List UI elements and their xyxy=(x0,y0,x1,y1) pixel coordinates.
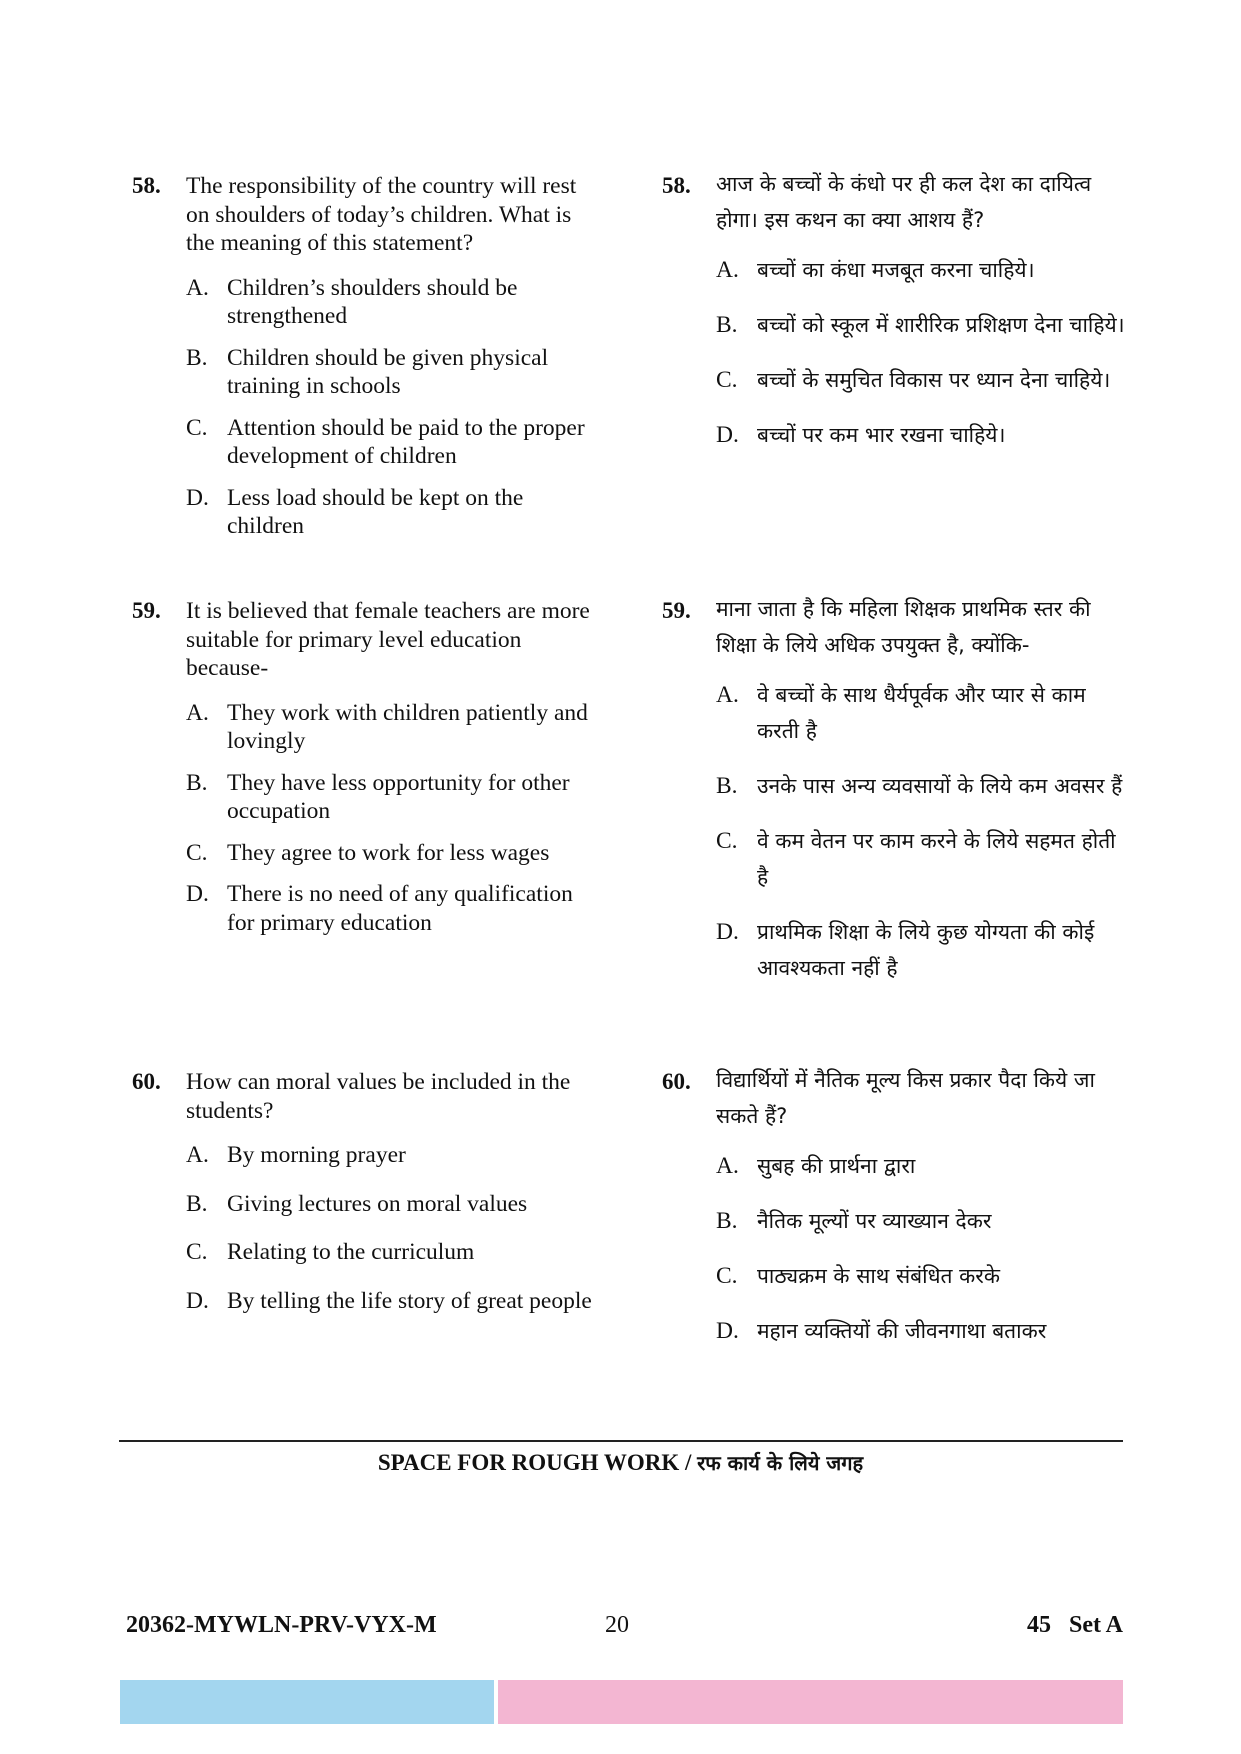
option-text: Relating to the curriculum xyxy=(227,1239,475,1265)
option-text: उनके पास अन्य व्यवसायों के लिये कम अवसर हैं xyxy=(757,774,1123,798)
option-a xyxy=(186,699,602,756)
option-letter: C. xyxy=(186,414,208,441)
option-text: Attention should be paid to the proper development of children xyxy=(227,414,585,469)
option-letter: A. xyxy=(716,257,739,283)
option-text: Children should be given physical training in schools xyxy=(227,344,549,399)
option-letter: A. xyxy=(186,1142,209,1168)
option-letter: D. xyxy=(186,881,209,907)
option-text: बच्चों पर कम भार रखना चाहिये। xyxy=(757,423,1006,447)
options-list xyxy=(716,677,1132,986)
question-60-hi xyxy=(662,1068,1132,1349)
option-letter: D. xyxy=(716,919,739,945)
option-text: They agree to work for less wages xyxy=(227,839,550,866)
options-list xyxy=(186,699,602,938)
options-list xyxy=(186,274,602,541)
option-letter: B. xyxy=(716,773,738,799)
option-d xyxy=(716,417,1132,453)
option-c xyxy=(716,823,1132,895)
option-letter: B. xyxy=(716,1208,738,1234)
option-text: बच्चों का कंधा मजबूत करना चाहिये। xyxy=(757,258,1035,282)
option-d xyxy=(716,1313,1132,1349)
option-text: They have less opportunity for other occupation xyxy=(227,769,570,824)
question-59-en xyxy=(132,597,602,937)
option-c xyxy=(186,414,602,471)
option-letter: A. xyxy=(186,699,209,726)
option-b xyxy=(716,768,1132,804)
option-text: Less load should be kept on the children xyxy=(227,484,524,539)
options-list xyxy=(716,1148,1132,1349)
option-letter: B. xyxy=(186,344,208,371)
option-text: पाठ्यक्रम के साथ संबंधित करके xyxy=(757,1264,1001,1288)
question-text: How can moral values be included in the students? xyxy=(186,1069,571,1124)
option-text: प्राथमिक शिक्षा के लिये कुछ योग्यता की कोई आवश्यकता नहीं है xyxy=(757,920,1095,980)
paper-code: 20362-MYWLN-PRV-VYX-M xyxy=(126,1612,437,1638)
option-letter: B. xyxy=(716,312,738,338)
page-number: 20 xyxy=(605,1612,629,1638)
question-58-hi xyxy=(662,172,1132,453)
question-number: 58. xyxy=(662,173,691,198)
question-number: 59. xyxy=(132,598,161,623)
option-text: There is no need of any qualification for primary education xyxy=(227,881,573,936)
option-c xyxy=(186,1238,602,1267)
rough-work-label-hi: रफ कार्य के लिये जगह xyxy=(697,1451,864,1475)
option-letter: B. xyxy=(186,769,208,796)
question-number: 60. xyxy=(662,1069,691,1094)
option-a xyxy=(186,1141,602,1170)
question-text: माना जाता है कि महिला शिक्षक प्राथमिक स्तर की शिक्षा के लिये अधिक उपयुक्त है, क्योंकि- xyxy=(716,597,1091,657)
options-list xyxy=(186,1141,602,1315)
question-number: 60. xyxy=(132,1069,161,1094)
question-60-en xyxy=(132,1068,602,1315)
option-letter: C. xyxy=(716,367,738,393)
option-b xyxy=(186,1190,602,1219)
set-label: 45 Set A xyxy=(1027,1612,1123,1638)
option-text: They work with children patiently and lovingly xyxy=(227,699,588,754)
option-b xyxy=(186,769,602,826)
option-letter: C. xyxy=(716,1263,738,1289)
question-number: 59. xyxy=(662,598,691,623)
rough-work-divider xyxy=(119,1440,1123,1442)
question-number: 58. xyxy=(132,173,161,198)
option-letter: C. xyxy=(186,839,208,866)
option-letter: A. xyxy=(716,682,739,708)
option-text: सुबह की प्रार्थना द्वारा xyxy=(757,1154,916,1178)
option-text: Giving lectures on moral values xyxy=(227,1190,528,1217)
option-text: वे कम वेतन पर काम करने के लिये सहमत होती है xyxy=(757,829,1116,889)
option-c xyxy=(186,839,602,868)
option-text: महान व्यक्तियों की जीवनगाथा बताकर xyxy=(757,1319,1047,1343)
option-a xyxy=(716,252,1132,288)
option-text: वे बच्चों के साथ धैर्यपूर्वक और प्यार से काम करती है xyxy=(757,683,1086,743)
option-d xyxy=(186,1287,602,1316)
option-a xyxy=(186,274,602,331)
option-text: नैतिक मूल्यों पर व्याख्यान देकर xyxy=(757,1209,992,1233)
option-text: By morning prayer xyxy=(227,1142,406,1168)
question-58-en xyxy=(132,172,602,541)
question-text: आज के बच्चों के कंधो पर ही कल देश का दायित्व होगा। इस कथन का क्या आशय हैं? xyxy=(716,172,1092,232)
question-59-hi xyxy=(662,597,1132,986)
option-letter: B. xyxy=(186,1190,208,1217)
option-letter: C. xyxy=(716,828,738,854)
option-letter: D. xyxy=(716,1318,739,1344)
option-letter: D. xyxy=(716,422,739,448)
question-text: It is believed that female teachers are more suitable for primary level education because- xyxy=(186,598,590,681)
option-letter: A. xyxy=(716,1153,739,1179)
option-letter: D. xyxy=(186,1287,209,1314)
option-a xyxy=(716,1148,1132,1184)
question-text: विद्यार्थियों में नैतिक मूल्य किस प्रकार पैदा किये जा सकते हैं? xyxy=(716,1068,1095,1128)
option-c xyxy=(716,362,1132,398)
option-b xyxy=(716,307,1132,343)
option-b xyxy=(716,1203,1132,1239)
option-d xyxy=(186,880,602,937)
option-c xyxy=(716,1258,1132,1294)
option-b xyxy=(186,344,602,401)
options-list xyxy=(716,252,1132,453)
option-d xyxy=(186,484,602,541)
footer-bar-pink xyxy=(498,1680,1123,1724)
option-text: By telling the life story of great people xyxy=(227,1287,592,1314)
footer-bar-blue xyxy=(120,1680,494,1724)
rough-work-label xyxy=(0,1449,1241,1476)
option-letter: C. xyxy=(186,1239,208,1265)
option-d xyxy=(716,914,1132,986)
option-text: बच्चों के समुचित विकास पर ध्यान देना चाहिये। xyxy=(757,368,1111,392)
option-letter: D. xyxy=(186,484,209,511)
option-text: बच्चों को स्कूल में शारीरिक प्रशिक्षण देना चाहिये। xyxy=(757,313,1125,337)
option-a xyxy=(716,677,1132,749)
option-text: Children’s shoulders should be strengthened xyxy=(227,274,518,329)
question-text: The responsibility of the country will rest on shoulders of today’s children. What is the meaning of this statement? xyxy=(186,173,577,256)
option-letter: A. xyxy=(186,274,209,301)
rough-work-label-en: SPACE FOR ROUGH WORK / xyxy=(377,1450,698,1475)
